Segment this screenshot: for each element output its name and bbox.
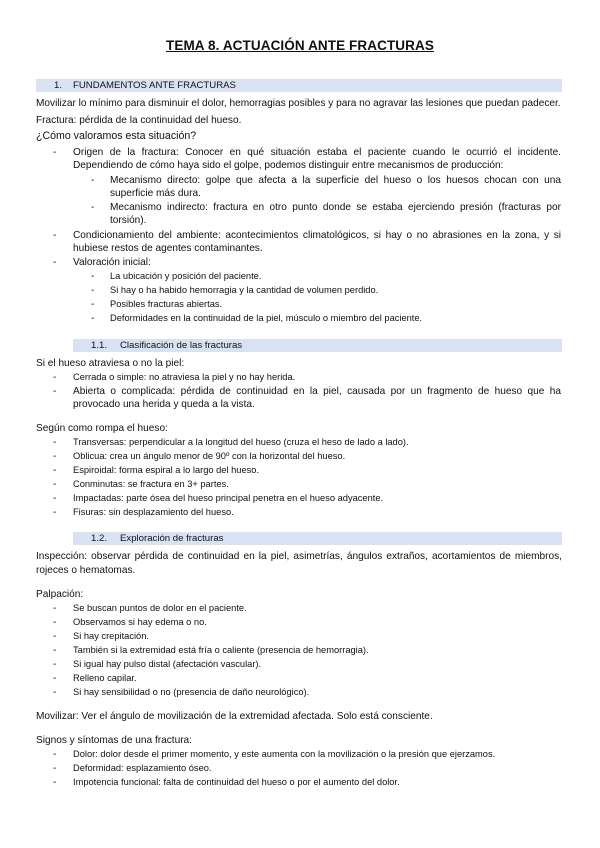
list-item: Si hay crepitación. — [73, 631, 149, 641]
section-number: 1. — [54, 80, 63, 91]
section-title: Exploración de fracturas — [120, 533, 224, 544]
list-item: Mecanismo directo: golpe que afecta a la superficie del hueso o los huesos chocan con una — [110, 175, 561, 186]
list-item: Deformidad: esplazamiento óseo. — [73, 763, 212, 773]
list-item: Si hay o ha habido hemorragia y la cantidad de volumen perdido. — [110, 285, 379, 295]
bullet: - — [53, 659, 57, 670]
list-item: Posibles fracturas abiertas. — [110, 299, 223, 309]
paragraph: Si el hueso atraviesa o no la piel: — [36, 358, 185, 369]
list-item: Si hay sensibilidad o no (presencia de daño neurológico). — [73, 687, 310, 697]
bullet: - — [53, 749, 57, 760]
list-item: Espiroidal: forma espiral a lo largo del hueso. — [73, 465, 260, 475]
bullet: - — [53, 617, 57, 628]
list-item: Condicionamiento del ambiente: acontecimientos climatológicos, si hay o no abrasiones en la zona, y si — [73, 230, 561, 241]
section-title: FUNDAMENTOS ANTE FRACTURAS — [73, 80, 236, 91]
section-title: Clasificación de las fracturas — [120, 340, 243, 351]
bullet: - — [53, 386, 57, 397]
section-heading-1-1 — [73, 339, 562, 352]
list-item: Fisuras: sin desplazamiento del hueso. — [73, 507, 234, 517]
paragraph: Fractura: pérdida de la continuidad del hueso. — [36, 115, 242, 126]
list-item: Origen de la fractura: Conocer en qué situación estaba el paciente cuando le ocurrió el incidente. — [73, 147, 561, 158]
paragraph-continuation: rojeces o hematomas. — [36, 565, 136, 576]
list-item: También si la extremidad está fría o caliente (presencia de hemorragia). — [73, 645, 369, 655]
bullet: - — [53, 507, 57, 518]
bullet: - — [53, 230, 57, 241]
section-number: 1.1. — [91, 340, 108, 351]
bullet: - — [53, 777, 57, 788]
bullet: - — [53, 465, 57, 476]
list-item: Impactadas: parte ósea del hueso principal penetra en el hueso adyacente. — [73, 493, 384, 503]
list-item: Relleno capilar. — [73, 673, 137, 683]
paragraph: ¿Cómo valoramos esta situación? — [36, 130, 197, 142]
bullet: - — [53, 603, 57, 614]
list-item: Se buscan puntos de dolor en el paciente. — [73, 603, 247, 613]
paragraph: Signos y síntomas de una fractura: — [36, 735, 192, 746]
bullet: - — [53, 493, 57, 504]
section-number: 1.2. — [91, 533, 108, 544]
bullet: - — [53, 437, 57, 448]
list-item: Si igual hay pulso distal (afectación vascular). — [73, 659, 262, 669]
paragraph: Inspección: observar pérdida de continuidad en la piel, asimetrías, ángulos extraños, acortamientos de miembros, — [36, 551, 562, 562]
list-item: Mecanismo indirecto: fractura en otro punto donde se estaba ejerciendo presión (fracturas por — [110, 202, 561, 213]
list-item: Cerrada o simple: no atraviesa la piel y no hay herida. — [73, 372, 296, 382]
paragraph: Palpación: — [36, 589, 84, 600]
bullet: - — [91, 299, 95, 310]
list-item: Observamos si hay edema o no. — [73, 617, 207, 627]
list-item-continuation: torsión). — [110, 215, 147, 226]
bullet: - — [53, 479, 57, 490]
paragraph: Según como rompa el hueso: — [36, 423, 168, 434]
list-item: Dolor: dolor desde el primer momento, y este aumenta con la movilización o la presión que ejerzamos. — [73, 749, 496, 759]
list-item: Abierta o complicada: pérdida de continuidad en la piel, causada por un fragmento de hueso que ha — [73, 386, 561, 397]
list-item: Conminutas: se fractura en 3+ partes. — [73, 479, 229, 489]
paragraph: Movilizar: Ver el ángulo de movilización de la extremidad afectada. Solo está consciente. — [36, 711, 433, 722]
list-item: Oblicua: crea un ángulo menor de 90º con la horizontal del hueso. — [73, 451, 346, 461]
section-heading-1 — [36, 79, 562, 92]
bullet: - — [53, 687, 57, 698]
bullet: - — [91, 285, 95, 296]
bullet: - — [53, 763, 57, 774]
list-item: Transversas: perpendicular a la longitud del hueso (cruza el heso de lado a lado). — [73, 437, 409, 447]
list-item-continuation: provocado una herida y queda a la vista. — [73, 399, 255, 410]
list-item: Valoración inicial: — [73, 257, 151, 268]
bullet: - — [53, 631, 57, 642]
list-item: Impotencia funcional: falta de continuidad del hueso o por el aumento del dolor. — [73, 777, 400, 787]
bullet: - — [91, 271, 95, 282]
page-title: TEMA 8. ACTUACIÓN ANTE FRACTURAS — [166, 38, 434, 53]
bullet: - — [53, 372, 57, 383]
bullet: - — [53, 673, 57, 684]
bullet: - — [53, 147, 57, 158]
list-item-continuation: hubiese restos de agentes contaminantes. — [73, 243, 263, 254]
bullet: - — [91, 313, 95, 324]
bullet: - — [53, 645, 57, 656]
paragraph: Movilizar lo mínimo para disminuir el dolor, hemorragias posibles y para no agravar las lesiones que puedan padecer. — [36, 98, 561, 109]
bullet: - — [53, 451, 57, 462]
bullet: - — [91, 202, 95, 213]
bullet: - — [91, 175, 95, 186]
bullet: - — [53, 257, 57, 268]
section-heading-1-2 — [73, 532, 562, 545]
list-item: La ubicación y posición del paciente. — [110, 271, 262, 281]
list-item-continuation: superficie más dura. — [110, 188, 201, 199]
list-item-continuation: Dependiendo de cómo haya sido el golpe, podemos distinguir entre mecanismos de producción: — [73, 160, 504, 171]
list-item: Deformidades en la continuidad de la piel, músculo o miembro del paciente. — [110, 313, 423, 323]
